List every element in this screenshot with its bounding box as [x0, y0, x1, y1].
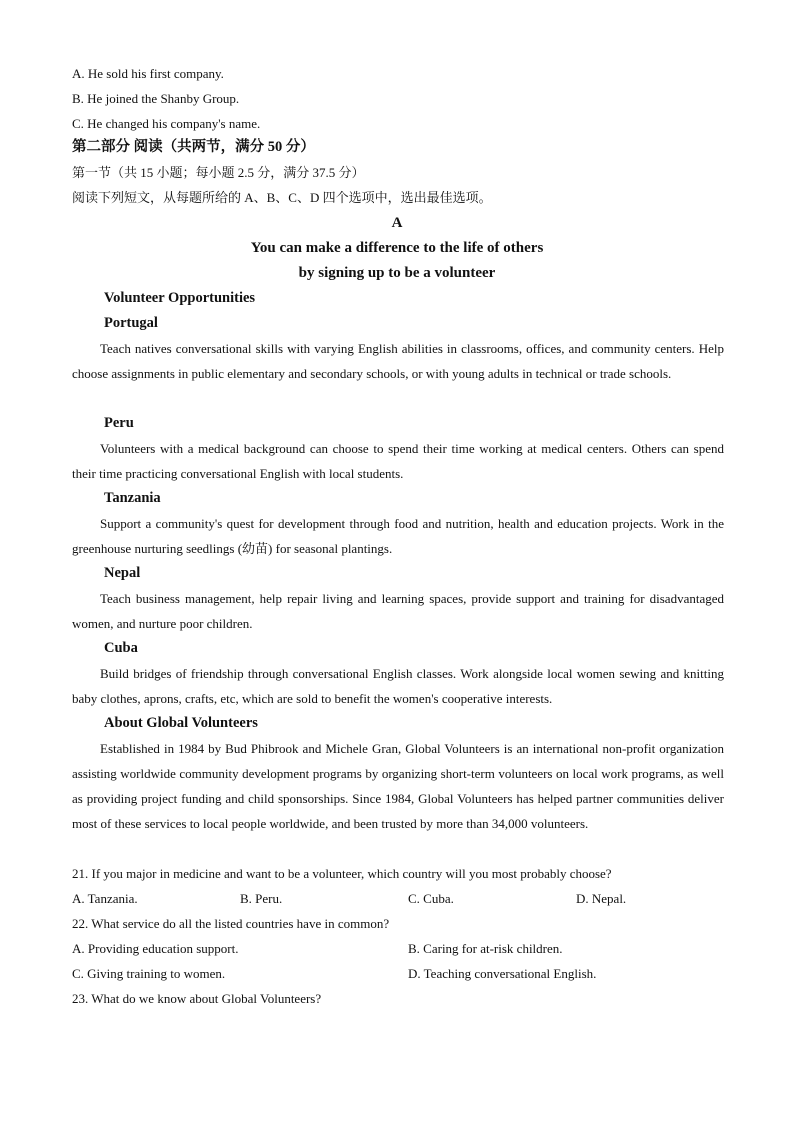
about-heading: About Global Volunteers: [104, 715, 258, 731]
question-21-option-b: B. Peru.: [240, 891, 283, 906]
section-subtitle: 第一节（共 15 小题；每小题 2.5 分，满分 37.5 分）: [72, 165, 365, 180]
country-text-tanzania: Support a community's quest for development through food and nutrition, health and education projects. Work in the greenhouse nurturing seedlings (幼苗) for seasonal plantings.: [72, 516, 724, 556]
question-21-stem: 21. If you major in medicine and want to be a volunteer, which country will you most probably choose?: [72, 866, 612, 881]
question-21-option-d: D. Nepal.: [576, 891, 627, 906]
country-heading-nepal: Nepal: [104, 565, 141, 581]
question-22-option-d: D. Teaching conversational English.: [408, 966, 597, 981]
question-22-stem: 22. What service do all the listed countries have in common?: [72, 916, 390, 931]
country-text-nepal: Teach business management, help repair living and learning spaces, provide support and training for disadvantaged women, and nurture poor children.: [72, 591, 724, 631]
about-text: Established in 1984 by Bud Phibrook and Michele Gran, Global Volunteers is an international non-profit organization assisting worldwide community development programs by organizing short-term volunteers on local work programs, as well as providing project funding and child sponsorships. Since 1984, Global Volunteers has helped partner communities deliver most of these services to local people worldwide, and been trusted by more than 34,000 volunteers.: [72, 741, 724, 831]
country-text-peru: Volunteers with a medical background can choose to spend their time working at medical centers. Others can spend their time practicing conversational English with local students.: [72, 441, 724, 481]
prev-option-c: C. He changed his company's name.: [72, 116, 261, 131]
country-text-cuba: Build bridges of friendship through conversational English classes. Work alongside local women sewing and knitting baby clothes, aprons, crafts, etc, which are sold to benefit the women's cooperative interests.: [72, 666, 724, 706]
country-heading-cuba: Cuba: [104, 640, 138, 656]
country-heading-portugal: Portugal: [104, 315, 158, 331]
country-heading-peru: Peru: [104, 415, 134, 431]
prev-option-b: B. He joined the Shanby Group.: [72, 91, 240, 106]
country-text-portugal: Teach natives conversational skills with varying English abilities in classrooms, offices, and community centers. Help choose assignments in public elementary and secondary schools, or with young adults in technical or trade schools.: [72, 341, 724, 381]
passage-label: A: [391, 215, 403, 231]
question-22-option-b: B. Caring for at-risk children.: [408, 941, 563, 956]
question-23-stem: 23. What do we know about Global Volunteers?: [72, 991, 322, 1006]
section-instruction: 阅读下列短文，从每题所给的 A、B、C、D 四个选项中，选出最佳选项。: [72, 190, 492, 205]
prev-option-a: A. He sold his first company.: [72, 66, 224, 81]
passage-title-line1: You can make a difference to the life of others: [250, 240, 544, 256]
question-21-option-c: C. Cuba.: [408, 891, 454, 906]
opportunities-heading: Volunteer Opportunities: [104, 290, 256, 306]
section-title: 第二部分 阅读（共两节，满分 50 分）: [72, 139, 315, 155]
question-21-option-a: A. Tanzania.: [72, 891, 138, 906]
question-22-option-a: A. Providing education support.: [72, 941, 239, 956]
country-heading-tanzania: Tanzania: [104, 490, 161, 506]
passage-title-line2: by signing up to be a volunteer: [298, 265, 496, 281]
question-22-option-c: C. Giving training to women.: [72, 966, 226, 981]
